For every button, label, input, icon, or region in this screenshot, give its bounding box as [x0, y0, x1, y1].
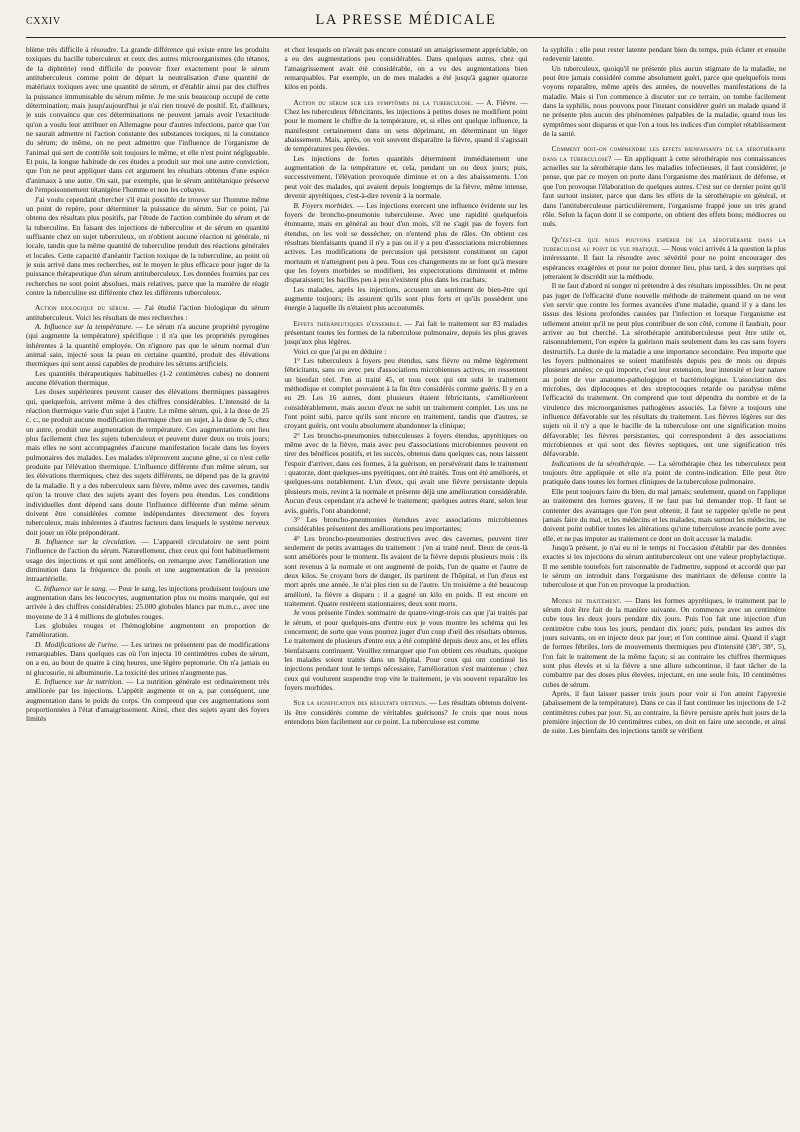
paragraph [284, 45, 527, 92]
paragraph-text: — A. Fièvre. — Chez les tuberculeux fébricitants, les injections à petites doses ne modifient point pour le moment le chiffre de la température, et, si elles ont quelque influence, la manifestent certainement dans un sens déprimant, en déterminant un léger abaissement. Mais, après, on voit souvent disparaître la fièvre, quand il s'agissait de températures peu élevées. [284, 97, 528, 154]
paragraph [284, 534, 527, 609]
subsection-label: B. Foyers morbides. [293, 200, 355, 210]
subsection-label: Indications de la sérothérapie. [551, 458, 646, 468]
paragraph-text: Elle peut toujours faire du bien, du mal jamais; seulement, quand on l'applique au traitement des formes graves, il ne faut pas lui demander trop. Il faut se contenter des avantages que l'on peut obtenir, il faut se rappeler qu'elle ne peut jamais faire du mal, et les médecins et les malades, mais surtout les médecins, ne doivent point oublier toutes les altérations qu'une tuberculose avancée porte avec elle, et ne pas imputer au traitement ce dont on doit accuser la maladie. [542, 486, 786, 543]
page-number: CXXIV [26, 16, 61, 27]
paragraph [26, 677, 269, 724]
section-heading: Action du sérum sur les symptômes de la tuberculose. [293, 97, 474, 107]
paragraph [284, 154, 527, 201]
paragraph-text: Jusqu'à présent, je n'ai eu ni le temps ni l'occasion d'établir par des données exactes si les injections du sérum antituberculeux ont une valeur prophylactique. Il me semble toutefois fort raisonnable de l'admettre, supposé et accordé que par le sérum on introduit dans l'organisme des matériaux de défense contre la tuberculose et que l'on en provoque la production. [542, 542, 786, 590]
paragraph [26, 303, 269, 322]
paragraph [284, 356, 527, 431]
paragraph [543, 45, 786, 64]
paragraph [543, 596, 786, 689]
paragraph [284, 201, 527, 285]
paragraph-text: 3° Les broncho-pneumonies étendues avec associations microbiennes considérables présentent des améliorations peu importantes; [284, 514, 528, 534]
paragraph [543, 281, 786, 459]
column-middle [284, 45, 527, 1125]
paragraph-text: et chez lesquels on n'avait pas encore constaté un amaigrissement appréciable, on a eu des augmentations peu considérables. Dans quelques autres, chez qui l'amaigrissement avait été considérable, on a vu des augmentations bien remarquables. Par exemple, un de mes malades a été jusqu'à gagner quatorze kilos en poids. [284, 45, 528, 92]
section-heading: Comment doit-on comprendre les effets bienfaisants de la sérothérapie dans la tuberculose? [542, 144, 786, 163]
paragraph [543, 144, 786, 228]
paragraph-text: Les globules rouges et l'hémoglobine augmentent en proportion de l'amélioration. [26, 620, 270, 640]
section-heading: Sur la signification des résultats obtenus. [293, 698, 428, 708]
paragraph-text: — Les résultats obtenus doivent-ils être considérés comme de véritables guérisons? Je crois que nous nous entendons bien facilement sur ce point. La tuberculose est comme [284, 698, 528, 727]
paragraph [543, 459, 786, 487]
paragraph-text: la syphilis : elle peut rester latente pendant bien du temps, puis éclater et ensuite redevenir latente. [542, 45, 786, 64]
paragraph [26, 537, 269, 584]
paragraph-text: — J'ai étudié l'action biologique du sérum antituberculeux. Voici les résultats de mes recherches : [26, 303, 270, 322]
paragraph-text: — J'ai fait le traitement sur 83 malades présentant toutes les formes de la tuberculose pulmonaire, depuis les plus graves jusqu'aux plus légères. [284, 318, 528, 347]
column-right [543, 45, 786, 1125]
section-heading: Qu'est-ce que nous pouvons espérer de la sérothérapie dans la tuberculose au point de vue pratique. [542, 234, 786, 253]
paragraph-text: — Les urines ne présentent pas de modifications remarquables. Dans quelques cas où l'on injecta 10 centimètres cubes de sérum, on a eu, au bout de quatre à cinq heures, une légère peptonurie. On n'a jamais eu ni glucosurie, ni albuminurie. La toxicité des urines n'augmente pas. [26, 639, 270, 677]
section-heading: Action biologique du sérum. [35, 303, 130, 313]
section-heading: Effets thérapeutiques d'ensemble. [293, 318, 402, 328]
paragraph [543, 543, 786, 590]
paragraph [284, 347, 527, 356]
paragraph [26, 640, 269, 677]
column-left [26, 45, 269, 1125]
paragraph-text: Les malades, après les injections, accusent un sentiment de bien-être qui augmente toujours; ils assurent qu'ils sont plus forts et qu'ils possèdent une énergie à laquelle ils n'étaient plus accoutumés. [284, 284, 528, 313]
subsection-label: D. Modifications de l'urine. [35, 639, 119, 649]
paragraph-text: — La sérothérapie chez les tuberculeux peut toujours être appliquée et elle n'a point de contre-indication. Elle peut être pratiquée dans toutes les formes cliniques de la tuberculose pulmonaire. [542, 458, 786, 487]
paragraph-text: 2° Les broncho-pneumonies tuberculeuses à foyers étendus, apyrétiques ou même avec de la fièvre, mais avec peu d'associations microbiennes peuvent en tirer des bénéfices positifs, et les succès, obtenus dans quelques cas, nous laissent l'espoir d'arriver, dans ces formes, à la guérison, en persévérant dans le traitement : quatorze, dont quelques-uns pyrétiques, ont été traités. Tous ont été améliorés, et quelques-uns notablement. L'un d'eux, qui avait une fièvre persistante depuis plusieurs mois, revint à la normale et présente déjà une amélioration considérable. Aucun d'eux cependant n'a achevé le traitement; quelques autres étant, selon leur avis, guéris, l'ont abandonné; [284, 430, 528, 515]
paragraph-text: — En appliquant à cette sérothérapie nos connaissances actuelles sur la sérothérapie dans les maladies infectieuses, il faut considérer, je pense, que par ce moyen on porte dans l'organisme des matériaux de défense, et que l'on provoque l'élaboration de quelques autres. C'est sur ce dernier point qu'il faut surtout insister, parce que dans les effets de la sérothérapie en général, et dans l'antituberculeuse particulièrement, l'organisme frappé joue un très grand rôle. Selon la façon dont il se comporte, on obtient des effets bons; médiocres ou nuls. [542, 153, 786, 229]
paragraph [26, 621, 269, 640]
paragraph-text: Après, il faut laisser passer trois jours pour voir si l'on atteint l'apyrexie (abaissement de la température). Dans ce cas il faut continuer les injections de 1-2 centimètres cubes par jour. Si, au contraire, la fièvre persiste après huit jours de la première injection de 10 centimètres cubes, on doit en faire une seconde, et ainsi de suite. Les bienfaits des injections tantôt se vérifient [542, 689, 786, 736]
paragraph [543, 487, 786, 543]
subsection-label: B. Influence sur la circulation. [35, 536, 137, 546]
paragraph-text: 1° Les tuberculeux à foyers peu étendus, sans fièvre ou même légèrement fébricitants, sans ou avec peu d'associations microbiennes actives, en ressentent un bienfait réel. J'en ai traité 45, et tous ceux qui ont subi le traitement méthodique et complet pouvaient à la fin être considérés comme guéris. Il y en a eu 29. Les 16 autres, dont plusieurs étaient fébricitants, s'améliorèrent considérablement, mais aucun d'eux ne subit un traitement complet. Les uns ne l'ont point subi, parce qu'ils sont encore en traitement, tandis que d'autres, se croyant guéris, ont voulu absolument abandonner la clinique; [284, 356, 528, 431]
paragraph-text: Voici ce que j'ai pu en déduire : [293, 346, 387, 356]
paragraph [26, 195, 269, 298]
paragraph-text: J'ai voulu cependant chercher s'il était possible de trouver sur l'homme même un point de repère, pour déterminer la puissance du sérum. Sur ce point, j'ai obtenu des résultats plus positifs, par l'étude de l'action combinée du sérum et de la tuberculine. En faisant des injections de tuberculine et de sérum en quantité suffisante chez un sujet tuberculeux, on n'obtient aucune réaction ni générale, ni locale, tandis que la même quantité de tuberculine produit des réactions générales et locales. Cette capacité d'anéantir l'action toxique de la tuberculine, au point où je suis arrivé dans mes recherches, est le moyen le plus efficace pour juger de la puissance thérapeutique d'un sérum antituberculeux. Les données fournies par ces recherches ne sont point absolues, mais relatives, parce que la manière de réagir contre la tuberculine est différente chez les différents tuberculeux. [26, 194, 270, 297]
paragraph-text: Je vous présente l'index sommaire de quatre-vingt-trois cas que j'ai traités par le sérum, et pour quelques-uns d'entre eux je vous montre les schéma qui les concernent; de sorte que vous pourrez juger d'un coup d'œil des résultats obtenus. Le traitement de plusieurs d'entre eux a été complété depuis deux ans, et les effets bienfaisants continuent. Veuillez remarquer que l'on obtient ces résultats, quoique les malades soient traités dans un hôpital. Pour ceux qui ont continué les injections pendant tout le temps nécessaire, l'amélioration s'est maintenue ; chez ceux qui voulurent suspendre trop vite le traitement, je vis souvent reparaître les foyers morbides. [284, 608, 528, 693]
paragraph-text: Les quantités thérapeutiques habituelles (1-2 centimètres cubes) ne donnent aucune élévation thermique. [26, 368, 270, 388]
paragraph [284, 319, 527, 347]
paragraph-text: Les doses supérieures peuvent causer des élévations thermiques passagères qui, quelquefois, arrivent même à des chiffres considérables. L'intensité de la réaction thermique varie d'un sujet à l'autre. Le même sérum, qui, à la dose de 25 c. c., ne produit aucune modification thermique chez un sujet, à la dose de 5, chez un autre, produit une augmentation de température. Ces augmentations ont lieu plus facilement chez les sujets tuberculeux et peuvent durer deux ou trois jours; mais elles ne sont accompagnées d'aucune manifestation locale dans les foyers pulmonaires des malades. Les malades n'éprouvent aucune gêne, si ce n'est celle produite par l'élévation thermique. L'influence différente d'un même sérum, sur les élévations thermiques, chez des sujets différents, ne dépend pas de la gravité de la maladie. Il y a des tuberculeux sans fièvre, même avec des cavernes, tandis qu'on la trouve chez des sujets ayant des foyers peu étendus. Les conditions individuelles dont dépend sans doute l'influence différente d'un même sérum doivent être considérées comme indépendantes directement des foyers tuberculeux, mais inhérentes à d'autres facteurs dans lesquels le système nerveux doit jouer un rôle prépondérant. [26, 387, 270, 537]
subsection-label: A. Influence sur la température. [35, 321, 133, 331]
subsection-label: E. Influence sur la nutrition. [35, 677, 124, 687]
paragraph-text: — L'appareil circulatoire ne sent point l'influence de l'action du sérum. Naturellement, chez ceux qui font habituellement usage des injections et qui sont améliorés, on remarque avec l'amélioration une diminution dans la fréquence du pouls et une augmentation de la pression intraartérielle. [26, 536, 270, 584]
paragraph [284, 98, 527, 154]
paragraph-text: Un tuberculeux, quoiqu'il ne présente plus aucun stigmate de la maladie, ne peut être jamais considéré comme absolument guéri, parce que quelquefois nous voyons reparaître, même après des années, de nouvelles manifestations de la maladie. Mais si l'on commence à discuter sur ce terrain, on tombe facilement dans la syphilis, nous pouvons pour l'instant considérer guéri un malade quand il ne présente plus aucun des phénomènes palpables de la maladie, quand tous les symptômes sont disparus et que l'on a tous les indices d'un complet rétablissement de la santé. [542, 63, 786, 139]
paragraph [284, 285, 527, 313]
paragraph [26, 369, 269, 388]
paragraph [543, 64, 786, 139]
paragraph [284, 698, 527, 726]
paragraph [284, 515, 527, 534]
paragraph-text: — Le sérum n'a aucune propriété pyrogène (qui augmente la température) spécifique : il n'a que les propriétés pyrogènes inhérentes à la quantité employée. On n'ignore pas que le sérum normal d'un animal sain, injecté sous la peau en certaine quantité, produit des élévations thermiques qui sont aussi capables de produire les sérums artificiels. [26, 321, 270, 369]
page-header [26, 12, 786, 34]
paragraph [543, 689, 786, 736]
paragraph [26, 584, 269, 621]
paragraph [543, 235, 786, 282]
paragraph-text: blème très difficile à résoudre. La grande différence qui existe entre les produits toxiques du bacille tuberculeux et ceux des autres microorganismes (du tétanos, de la diphtérie) rend difficile de pouvoir fixer exactement pour le sérum antituberculeux comme point de départ la neutralisation d'une quantité de matériaux toxiques avec une quantité de sérum, et d'établir ainsi par des chiffres la puissance immunisable du sérum même. Je me suis beaucoup occupé de cette détermination; mais jusqu'aujourd'hui je n'ai rien trouvé de positif. Et, d'ailleurs, je suis convaincu que ces déterminations ne peuvent jamais avoir l'exactitude qu'on a voulu leur attribuer en Allemagne pour d'autres infections, parce que l'on ne saurait admettre ni l'action constante des substances toxiques, ni la constance du sérum; de même, on ne peut admettre que l'influence de l'organisme de l'animal qui sert de contrôle soit toujours le même, et elle n'est point négligeable. Et puis, la longue habitude de ces études a produit sur moi une autre conviction, que l'on ne peut appliquer dans cet argument les résultats obtenus d'une espèce d'animaux à une autre. On sait, par exemple, que le sérum antitétanique préserve de l'empoisonnement tétanigène l'homme et non les cobayes. [26, 45, 270, 195]
paragraph-text: 4° Les broncho-pneumonies destructives avec des cavernes, peuvent tirer seulement de petits avantages du traitement : j'en ai traité neuf. Deux de ceux-là sont améliorés pour le moment. Ils avaient de la fièvre depuis plusieurs mois : ils sont revenus à la normale et ont augmenté de poids, l'un de quatre et l'autre de deux kilos. Se croyant hors de danger, ils partirent de l'hôpital, et l'un d'eux est mort après une année. Je n'ai plus rien su de l'autre. Un troisième a été beaucoup amélioré, la fièvre a disparu : il a gagné un kilo en poids. Il est encore en traitement. Quatre restèrent stationnaires, deux sont morts. [284, 533, 528, 608]
paragraph [26, 322, 269, 369]
paragraph-text: — Dans les formes apyrétiques, le traitement par le sérum doit être fait de la manière suivante. On commence avec un centimètre cube tous les deux jours pendant dix jours. Puis l'on fait une injection d'un centimètre cube tous les jours, pendant dix jours; puis, pendant les autres dix jours suivants, on en injecte deux par jour; et l'on continue ainsi. Quand il s'agit de formes fébriles, lors de mouvements thermiques peu d'intensité (38°, 38°, 5), l'on fait le traitement de la même façon; si au contraire les chiffres thermiques sont plus élevés et si la fièvre a une allure subcontinue, il faut tâcher de la combattre par des doses plus élevées, injectant, en une seule fois, 10 centimètres cubes de sérum. [542, 595, 786, 689]
subsection-label: C. Influence sur le sang. [35, 583, 108, 593]
paragraph-text: — La nutrition générale est ordinairement très améliorée par les injections. L'appétit augmente et on a, par conséquent, une augmentation dans le poids du corps. On comprend que ces augmentations sont proportionnées à l'état d'amaigrissement. Ainsi, chez des sujets ayant des foyers limités [26, 677, 270, 724]
paragraph [26, 45, 269, 195]
text-columns [26, 45, 786, 1125]
header-rule [26, 37, 786, 38]
journal-title: LA PRESSE MÉDICALE [315, 12, 497, 28]
section-heading: Modes de traitement. [551, 595, 622, 605]
paragraph-text: — Nous voici arrivés à la question la plus intéressante. Il faut la résoudre avec sévérité pour ne point encourager des espérances exagérées et pour ne point donner lieu, plus tard, à des surprises qui jetteraient le discrédit sur la méthode. [542, 243, 786, 281]
paragraph-text: — Les injections exercent une influence évidente sur les foyers de broncho-pneumonie tuberculeuse. Avec une rapidité quelquefois étonnante, mais en général au bout d'un mois, s'il ne s'agit pas de foyers fort étendus, on les voit se dessécher, on n'entend plus de râles. On obtient ces résultats bienfaisants quand il n'y a pas ou il y a peu d'associations microbiennes actives. Les modifications de percussion qui persistent constituent un caput mortuum et n'atteignent peu à peu. Tous ces changements ne se font qu'à mesure que les foyers morbides se modifient, les expectorations diminuent et même disparaissent; les bacilles peu à peu n'existent plus dans les crachats. [284, 200, 528, 285]
paragraph-text: Il ne faut d'abord ni songer ni prétendre à des résultats impossibles. On ne peut pas juger de l'efficacité d'une nouvelle méthode de traitement quand on ne veut s'en servir que contre les formes avancées d'une maladie, quand il y a dans les tissus des lésions profondes causées par l'infection et lorsque l'organisme est tellement atteint qu'il ne peut plus contribuer de son côté, comme il faudrait, pour arriver au but cherché. La sérothérapie antituberculeuse peut être utile et, raisonnablement, l'on espère la guérison mais seulement dans les cas sans foyers destructifs. La durée de la maladie a une importance secondaire. Peu importe que les foyers pulmonaires se soient manifestés depuis peu de mois ou depuis plusieurs années; ce qui importe, c'est leur extension, leur intensité et leur nature au point de vue anatomo-pathologique et bactériologique. L'association des microbes, des diplocoques et des streptocoques retarde ou paralyse même l'efficacité du traitement. On comprend que tout dépendra du nombre et de la virulence des microorganismes pathogènes associés. La fièvre a toujours une influence défavorable sur les résultats du traitement. Les fièvres légères sur des sujets où il n'y a que le bacille de la tuberculose ont une signification moins défavorable; les fièvres persistantes, qui correspondent à des associations microbiennes et qui sont des fièvres septiques, ont une signification très défavorable. [542, 281, 786, 459]
paragraph-text: — Pour le sang, les injections produisent toujours une augmentation dans les leucocytes, augmentation plus ou moins marquée, qui est arrivée à des chiffres considérables: 25.000 globules blancs par m.m.c., avec une moyenne de 3 à 4 millions de globules rouges. [26, 583, 270, 621]
paragraph-text: Les injections de fortes quantités déterminent immédiatement une augmentation de la température et, cela, pendant un ou deux jours; puis, successivement, l'élévation provoquée diminue et on a des abaissements. L'on peut voir des malades, qui avaient depuis longtemps de la fièvre, même intense, devenir apyrétiques, c'est-à-dire revenir à la normale. [284, 153, 528, 201]
paragraph [284, 608, 527, 692]
paragraph [284, 431, 527, 515]
paragraph [26, 387, 269, 537]
